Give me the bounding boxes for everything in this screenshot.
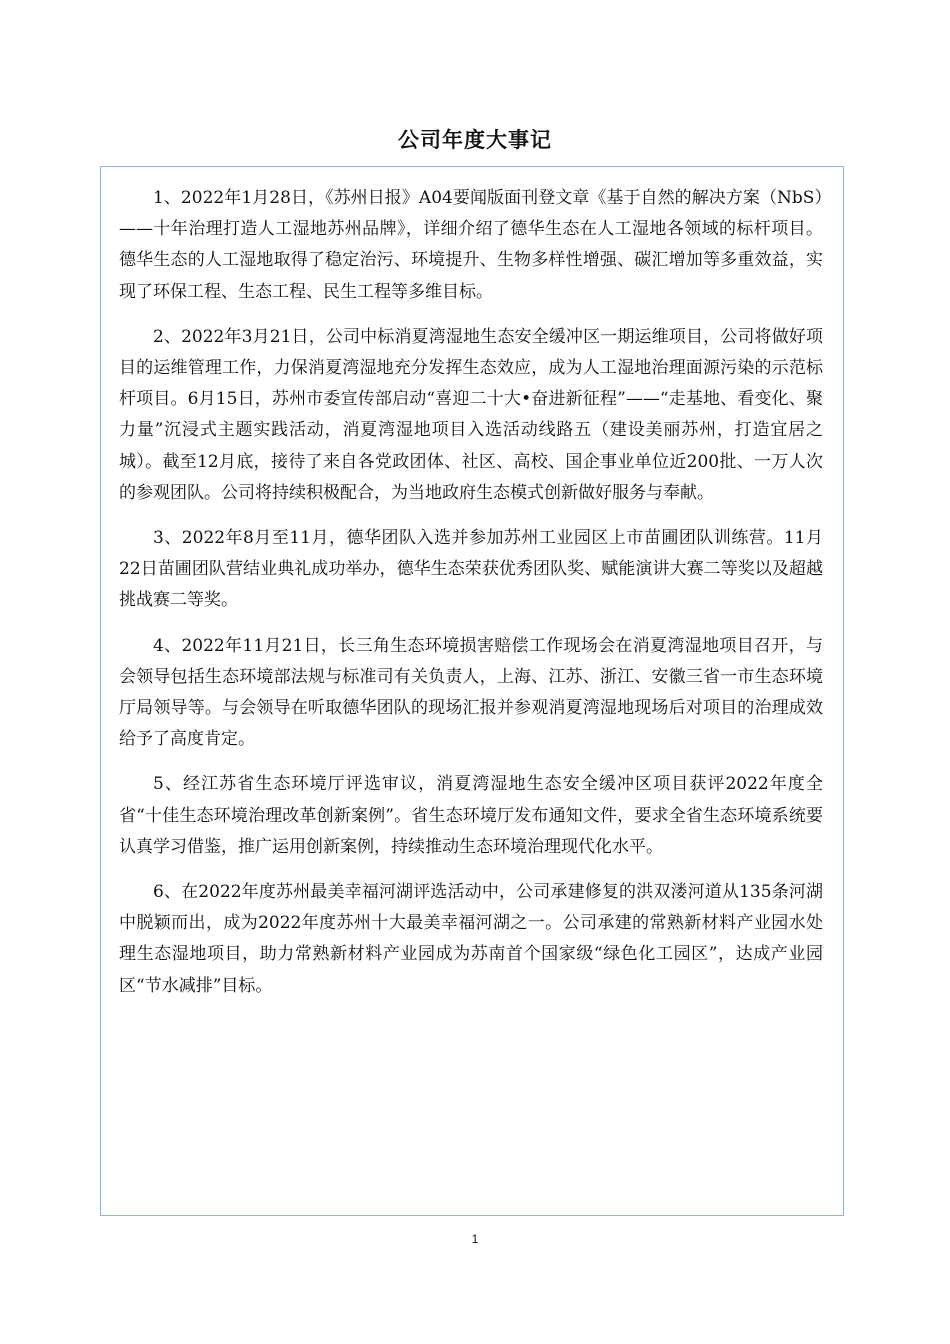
events-box [100, 166, 844, 1216]
event-paragraph-3: 3、2022年8月至11月，德华团队入选并参加苏州工业园区上市苗圃团队训练营。11月22日苗圃团队营结业典礼成功举办，德华生态荣获优秀团队奖、赋能演讲大赛二等奖以及超越挑战赛二等奖。 [119, 528, 823, 611]
event-paragraph-1: 1、2022年1月28日，《苏州日报》A04要闻版面刊登文章《基于自然的解决方案（NbS）——十年治理打造人工湿地苏州品牌》，详细介绍了德华生态在人工湿地各领域的标杆项目。德华生态的人工湿地取得了稳定治污、环境提升、生物多样性增强、碳汇增加等多重效益，实现了环保工程、生态工程、民生工程等多维目标。 [119, 188, 823, 302]
page-title: 公司年度大事记 [398, 128, 552, 152]
page-number: 1 [471, 1232, 479, 1246]
event-paragraph-2: 2、2022年3月21日，公司中标消夏湾湿地生态安全缓冲区一期运维项目，公司将做好项目的运维管理工作，力保消夏湾湿地充分发挥生态效应，成为人工湿地治理面源污染的示范标杆项目。6月15日，苏州市委宣传部启动“喜迎二十大•奋进新征程”——“走基地、看变化、聚力量”沉浸式主题实践活动，消夏湾湿地项目入选活动线路五（建设美丽苏州，打造宜居之城）。截至12月底，接待了来自各党政团体、社区、高校、国企事业单位近200批、一万人次的参观团队。公司将持续积极配合，为当地政府生态模式创新做好服务与奉献。 [119, 326, 823, 503]
event-paragraph-4: 4、2022年11月21日，长三角生态环境损害赔偿工作现场会在消夏湾湿地项目召开，与会领导包括生态环境部法规与标准司有关负责人，上海、江苏、浙江、安徽三省一市生态环境厅局领导等。与会领导在听取德华团队的现场汇报并参观消夏湾湿地现场后对项目的治理成效给予了高度肯定。 [119, 635, 823, 750]
event-paragraph-5: 5、经江苏省生态环境厅评选审议，消夏湾湿地生态安全缓冲区项目获评2022年度全省“十佳生态环境治理改革创新案例”。省生态环境厅发布通知文件，要求全省生态环境系统要认真学习借鉴，推广运用创新案例，持续推动生态环境治理现代化水平。 [119, 774, 823, 857]
event-paragraph-6: 6、在2022年度苏州最美幸福河湖评选活动中，公司承建修复的洪双溇河道从135条河湖中脱颖而出，成为2022年度苏州十大最美幸福河湖之一。公司承建的常熟新材料产业园水处理生态湿地项目，助力常熟新材料产业园成为苏南首个国家级“绿色化工园区”，达成产业园区“节水减排”目标。 [119, 882, 823, 996]
